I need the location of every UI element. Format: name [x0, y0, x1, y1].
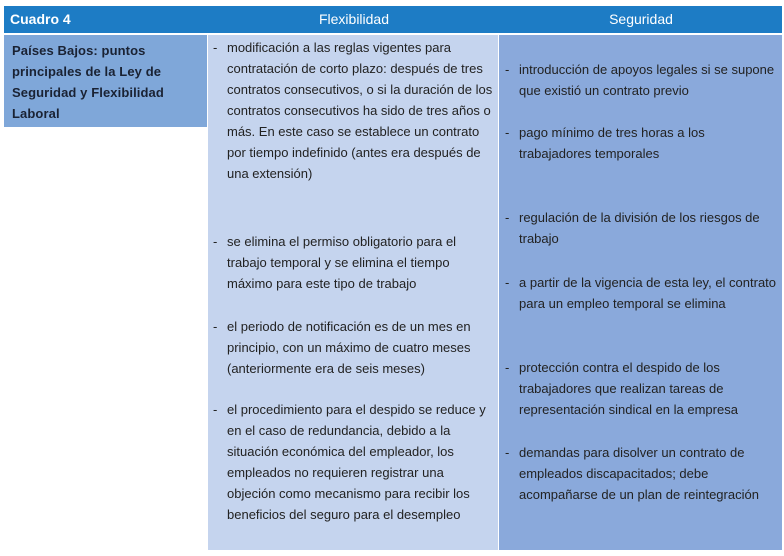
bullet-dash: - [505, 360, 510, 375]
list-item: - el periodo de notificación es de un mes en principio, con un máximo de cuatro meses (anteriormente era de seis meses) [213, 316, 493, 379]
bullet-dash: - [213, 40, 218, 55]
column-header-seguridad: Seguridad [609, 11, 673, 27]
list-item: - regulación de la división de los riesgos de trabajo [505, 207, 777, 249]
list-item: - demandas para disolver un contrato de empleados discapacitados; debe acompañarse de un plan de reintegración [505, 442, 777, 505]
list-item: - a partir de la vigencia de esta ley, el contrato para un empleo temporal se elimina [505, 272, 777, 314]
bullet-dash: - [505, 62, 510, 77]
row-label: Países Bajos: puntos principales de la Ley de Seguridad y Flexibilidad Laboral [12, 43, 164, 121]
list-item: - modificación a las reglas vigentes para contratación de corto plazo: después de tres contratos consecutivos, o si la duración de los contratos consecutivos ha sido de tres años o más. En este caso se establece un contrato por tiempo indefinido (antes era después de una extensión) [213, 37, 493, 184]
list-item: - se elimina el permiso obligatorio para el trabajo temporal y se elimina el tiempo máximo para este tipo de trabajo [213, 231, 493, 294]
table-header [4, 6, 782, 33]
list-item: - introducción de apoyos legales si se supone que existió un contrato previo [505, 59, 777, 101]
bullet-dash: - [505, 125, 510, 140]
column-header-flexibilidad: Flexibilidad [318, 11, 390, 27]
list-item: - el procedimiento para el despido se reduce y en el caso de redundancia, debido a la situación económica del empleador, los empleados no requieren registrar una objeción como mecanismo para recibir los beneficios del seguro para el desempleo [213, 399, 493, 525]
seguridad-column [499, 35, 782, 550]
bullet-dash: - [213, 402, 218, 417]
bullet-dash: - [505, 275, 510, 290]
flexibilidad-column [208, 35, 498, 550]
row-label-cell [4, 35, 207, 127]
bullet-dash: - [213, 234, 218, 249]
bullet-dash: - [505, 210, 510, 225]
list-item: - pago mínimo de tres horas a los trabajadores temporales [505, 122, 777, 164]
bullet-dash: - [213, 319, 218, 334]
table-title: Cuadro 4 [10, 11, 71, 27]
bullet-dash: - [505, 445, 510, 460]
list-item: - protección contra el despido de los trabajadores que realizan tareas de representación sindical en la empresa [505, 357, 777, 420]
